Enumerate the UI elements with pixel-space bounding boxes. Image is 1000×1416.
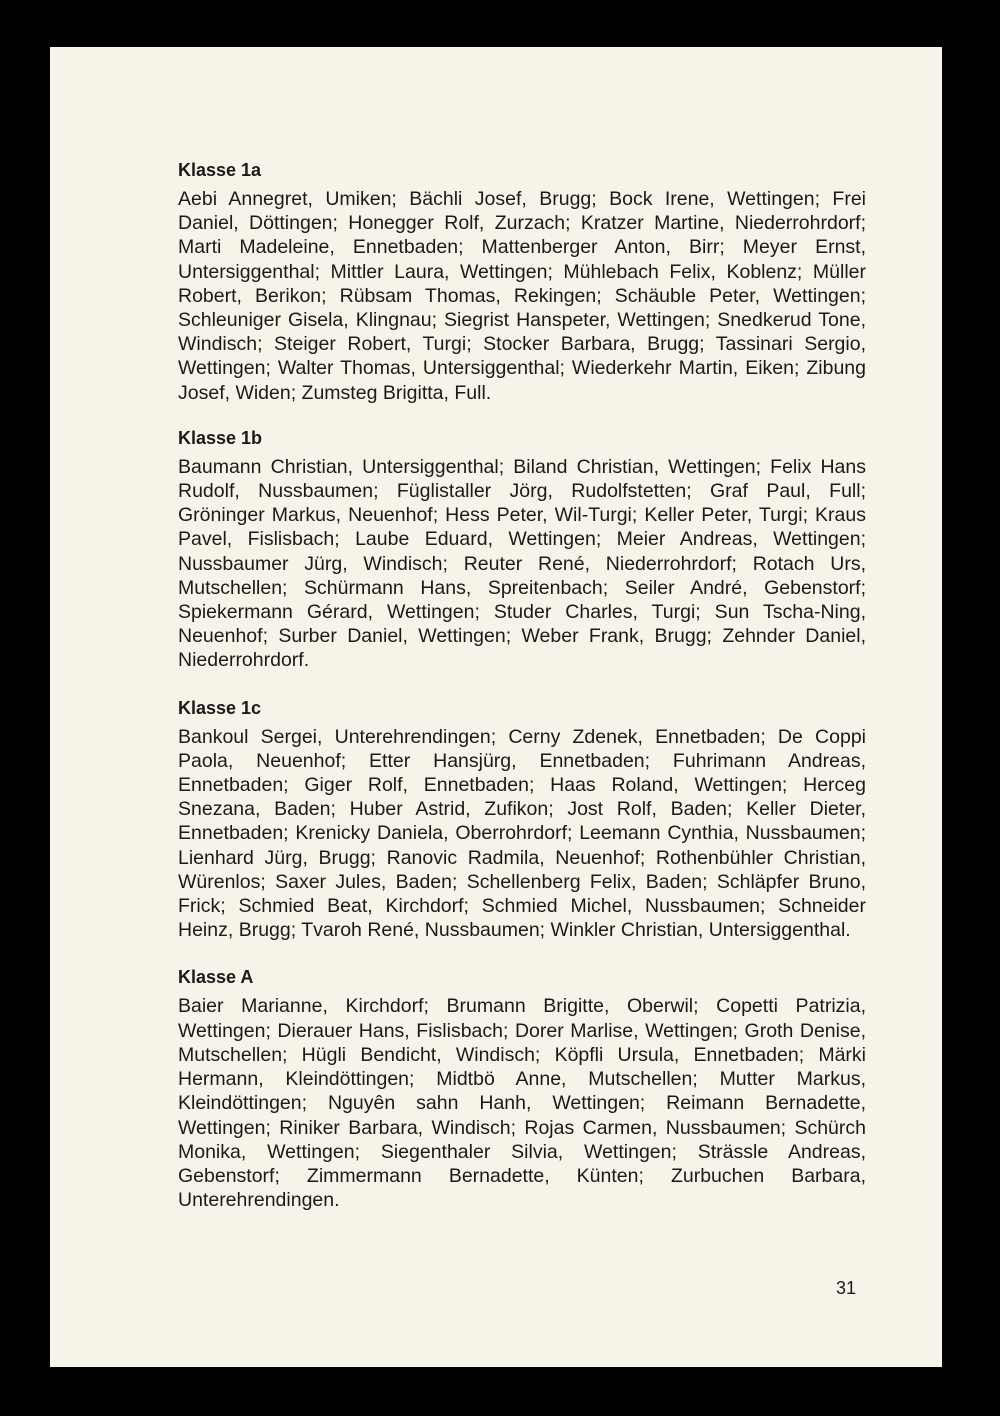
section-klasse-a [178,966,866,1212]
section-heading: Klasse 1b [178,427,263,448]
section-klasse-1c [178,697,866,943]
section-klasse-1a [178,159,866,405]
section-text: Baier Marianne, Kirchdorf; Brumann Brigitte, Oberwil; Copetti Patrizia, Wettingen; Dierauer Hans, Fislisbach; Dorer Marlise, Wettingen; Groth Denise, Mutschellen; Hügli Bendicht, Windisch; Köpfli Ursula, Ennetbaden; Märki Hermann, Kleindöttingen; Midtbö Anne, Mutschellen; Mutter Markus, Kleindöttingen; Nguyên sahn Hanh, Wettingen; Reimann Bernadette, Wettingen; Riniker Barbara, Windisch; Rojas Carmen, Nussbaumen; Schürch Monika, Wettingen; Siegenthaler Silvia, Wettingen; Strässle Andreas, Gebenstorf; Zimmermann Bernadette, Künten; Zurbuchen Barbara, Unterehrendingen. [178,995,866,1212]
section-spacer [178,405,866,427]
section-heading: Klasse A [178,967,254,988]
section-text: Aebi Annegret, Umiken; Bächli Josef, Brugg; Bock Irene, Wettingen; Frei Daniel, Döttingen; Honegger Rolf, Zurzach; Kratzer Martine, Niederrohrdorf; Marti Madeleine, Ennetbaden; Mattenberger Anton, Birr; Meyer Ernst, Untersiggenthal; Mittler Laura, Wettingen; Mühlebach Felix, Koblenz; Müller Robert, Berikon; Rübsam Thomas, Rekingen; Schäuble Peter, Wettingen; Schleuniger Gisela, Klingnau; Siegrist Hanspeter, Wettingen; Snedkerud Tone, Windisch; Steiger Robert, Turgi; Stocker Barbara, Brugg; Tassinari Sergio, Wettingen; Walter Thomas, Untersiggenthal; Wiederkehr Martin, Eiken; Zibung Josef, Widen; Zumsteg Brigitta, Full. [178,188,866,404]
page-number: 31 [835,1278,856,1298]
section-heading: Klasse 1c [178,697,262,718]
class-list-content [178,159,866,1212]
section-spacer [178,942,866,966]
section-heading: Klasse 1a [178,160,262,180]
section-text: Baumann Christian, Untersiggenthal; Biland Christian, Wettingen; Felix Hans Rudolf, Nussbaumen; Füglistaller Jörg, Rudolfstetten; Graf Paul, Full; Gröninger Markus, Neuenhof; Hess Peter, Wil-Turgi; Keller Peter, Turgi; Kraus Pavel, Fislisbach; Laube Eduard, Wettingen; Meier Andreas, Wettingen; Nussbaumer Jürg, Windisch; Reuter René, Niederrohrdorf; Rotach Urs, Mutschellen; Schürmann Hans, Spreitenbach; Seiler André, Gebenstorf; Spiekermann Gérard, Wettingen; Studer Charles, Turgi; Sun Tscha-Ning, Neuenhof; Surber Daniel, Wettingen; Weber Frank, Brugg; Zehnder Daniel, Niederrohrdorf. [178,455,866,672]
document-page [50,47,942,1367]
section-spacer [178,673,866,697]
section-klasse-1b [178,427,866,673]
section-text: Bankoul Sergei, Unterehrendingen; Cerny Zdenek, Ennetbaden; De Coppi Paola, Neuenhof; Etter Hansjürg, Ennetbaden; Fuhrimann Andreas, Ennetbaden; Giger Rolf, Ennetbaden; Haas Roland, Wettingen; Herceg Snezana, Baden; Huber Astrid, Zufikon; Jost Rolf, Baden; Keller Dieter, Ennetbaden; Krenicky Daniela, Oberrohrdorf; Leemann Cynthia, Nussbaumen; Lienhard Jürg, Brugg; Ranovic Radmila, Neuenhof; Rothenbühler Christian, Würenlos; Saxer Jules, Baden; Schellenberg Felix, Baden; Schläpfer Bruno, Frick; Schmied Beat, Kirchdorf; Schmied Michel, Nussbaumen; Schneider Heinz, Brugg; Tvaroh René, Nussbaumen; Winkler Christian, Untersiggenthal. [178,725,866,942]
